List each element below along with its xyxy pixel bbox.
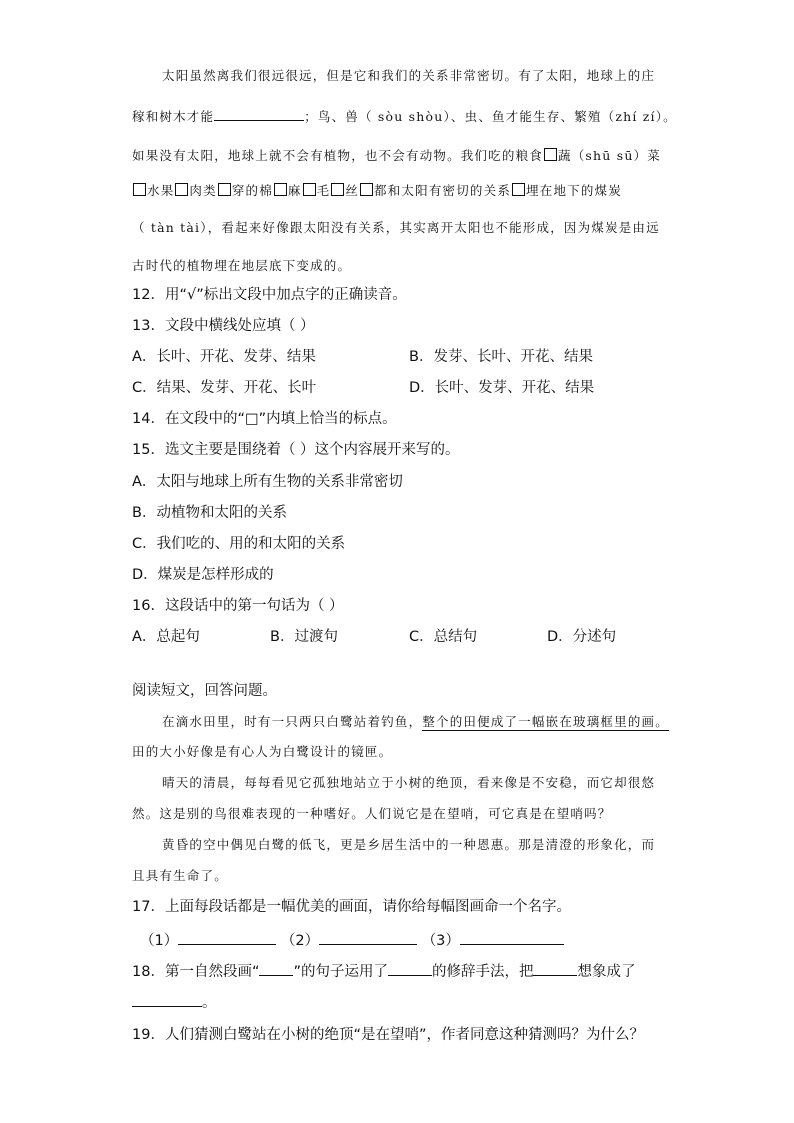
question-19: 19．人们猜测白鹭站在小树的绝顶“是在望哨”，作者同意这种猜测吗？为什么？ [132, 1027, 644, 1043]
punctuation-box[interactable] [274, 183, 287, 196]
q15-option-c[interactable]: C．我们吃的、用的和太阳的关系 [132, 536, 346, 552]
punctuation-box[interactable] [512, 183, 525, 196]
q18-blank-3[interactable] [533, 960, 577, 976]
q13-option-d[interactable]: D．长叶、发芽、开花、结果 [409, 380, 595, 396]
q17-blank-1[interactable] [178, 929, 276, 945]
punctuation-box[interactable] [303, 183, 316, 196]
passage1-line-3-end: 蔬（shū sū）菜 [558, 148, 661, 163]
q18-text: 。 [202, 995, 217, 1011]
q13-option-a[interactable]: A．长叶、开花、发芽、结果 [132, 349, 316, 365]
question-16: 16．这段话中的第一句话为（ ） [132, 598, 344, 614]
passage2-para-3-line-1: 黄昏的空中偶见白鹭的低飞，更是乡居生活中的一种恩惠。那是清澄的形象化，而 [162, 837, 656, 852]
punctuation-box[interactable] [360, 183, 373, 196]
punctuation-box[interactable] [331, 183, 344, 196]
q16-option-c[interactable]: C．总结句 [409, 629, 478, 645]
passage2-para-2-line-2: 然。这是别的鸟很难表现的一种嗜好。人们说它是在望哨，可它真是在望哨吗？ [132, 806, 612, 821]
passage1-line-2-end: ；鸟、兽（ sòu shòu）、虫、鱼才能生存、繁殖（zhí zí）。 [304, 109, 677, 124]
passage1-line-2-start: 稼和树木才能 [132, 109, 215, 124]
passage1-line-4 [132, 181, 622, 201]
q18-text: 18．第一自然段画“ [132, 964, 260, 980]
q16-option-d[interactable]: D．分述句 [547, 629, 617, 645]
q18-text: 的修辞手法，把 [431, 964, 534, 980]
passage1-line-2 [132, 105, 677, 127]
passage1-line-1: 太阳虽然离我们很远很远，但是它和我们的关系非常密切。有了太阳，地球上的庄 [162, 68, 656, 83]
underlined-sentence: 整个的田便成了一幅嵌在玻璃框里的画。 [422, 714, 669, 729]
q17-answer-row [140, 929, 564, 951]
passage2-para-1-line-2: 田的大小好像是有心人为白鹭设计的镜匣。 [132, 744, 393, 759]
q17-blank-3[interactable] [460, 929, 564, 945]
passage1-text: 都和太阳有密切的关系 [374, 183, 512, 198]
question-17: 17．上面每段话都是一幅优美的画面，请你给每幅图画命一个名字。 [132, 899, 571, 915]
passage1-text: 毛 [316, 183, 331, 198]
passage1-text: 丝 [345, 183, 360, 198]
section-2-heading: 阅读短文，回答问题。 [132, 683, 277, 699]
q16-option-b[interactable]: B．过渡句 [270, 629, 338, 645]
passage1-line-6: 古时代的植物埋在地层底下变成的。 [132, 258, 352, 273]
q15-option-b[interactable]: B．动植物和太阳的关系 [132, 505, 287, 521]
passage1-text: 水果 [147, 183, 175, 198]
q16-option-a[interactable]: A．总起句 [132, 629, 200, 645]
q18-blank-4[interactable] [132, 991, 202, 1007]
q15-option-d[interactable]: D．煤炭是怎样形成的 [132, 567, 274, 583]
passage2-para-2-line-1: 晴天的清晨，每每看见它孤独地站立于小树的绝顶，看来像是不安稳，而它却很悠 [162, 775, 656, 790]
passage1-line-5: （ tàn tài），看起来好像跟太阳没有关系，其实离开太阳也不能形成，因为煤炭是由远 [132, 220, 660, 235]
question-18 [132, 960, 635, 982]
q15-option-a[interactable]: A．太阳与地球上所有生物的关系非常密切 [132, 474, 403, 490]
passage1-text: 穿的棉 [231, 183, 273, 198]
q18-blank-1[interactable] [259, 960, 293, 976]
punctuation-box[interactable] [218, 183, 231, 196]
question-12: 12．用“√”标出文段中加点字的正确读音。 [132, 287, 407, 303]
question-15: 15．选文主要是围绕着（ ）这个内容展开来写的。 [132, 442, 460, 458]
punctuation-box[interactable] [175, 183, 188, 196]
q18-text: ”的句子运用了 [293, 964, 388, 980]
passage1-line-3 [132, 146, 661, 166]
passage1-text: 麻 [287, 183, 302, 198]
passage2-para-1-line-1 [162, 712, 669, 732]
question-14: 14．在文段中的“□”内填上恰当的标点。 [132, 411, 397, 427]
q17-label-1: （1） [140, 933, 179, 949]
q18-text: 想象成了 [577, 964, 636, 980]
q13-option-b[interactable]: B．发芽、长叶、开花、结果 [409, 349, 593, 365]
passage1-text: 埋在地下的煤炭 [526, 183, 622, 198]
question-18-line-2 [132, 991, 217, 1013]
punctuation-box[interactable] [133, 183, 146, 196]
passage2-para-3-line-2: 且具有生命了。 [132, 868, 228, 883]
q17-blank-2[interactable] [319, 929, 417, 945]
passage2-text: 在滴水田里，时有一只两只白鹭站着钓鱼， [162, 714, 423, 729]
fill-blank-q13[interactable] [214, 105, 304, 121]
punctuation-box[interactable] [544, 148, 557, 161]
q13-option-c[interactable]: C．结果、发芽、开花、长叶 [132, 380, 317, 396]
passage1-line-3-text: 如果没有太阳，地球上就不会有植物，也不会有动物。我们吃的粮食 [132, 148, 544, 163]
q17-label-3: （3） [421, 933, 460, 949]
passage1-text: 肉类 [189, 183, 217, 198]
q18-blank-2[interactable] [388, 960, 432, 976]
q17-label-2: （2） [280, 933, 320, 949]
question-13: 13．文段中横线处应填（ ） [132, 318, 315, 334]
